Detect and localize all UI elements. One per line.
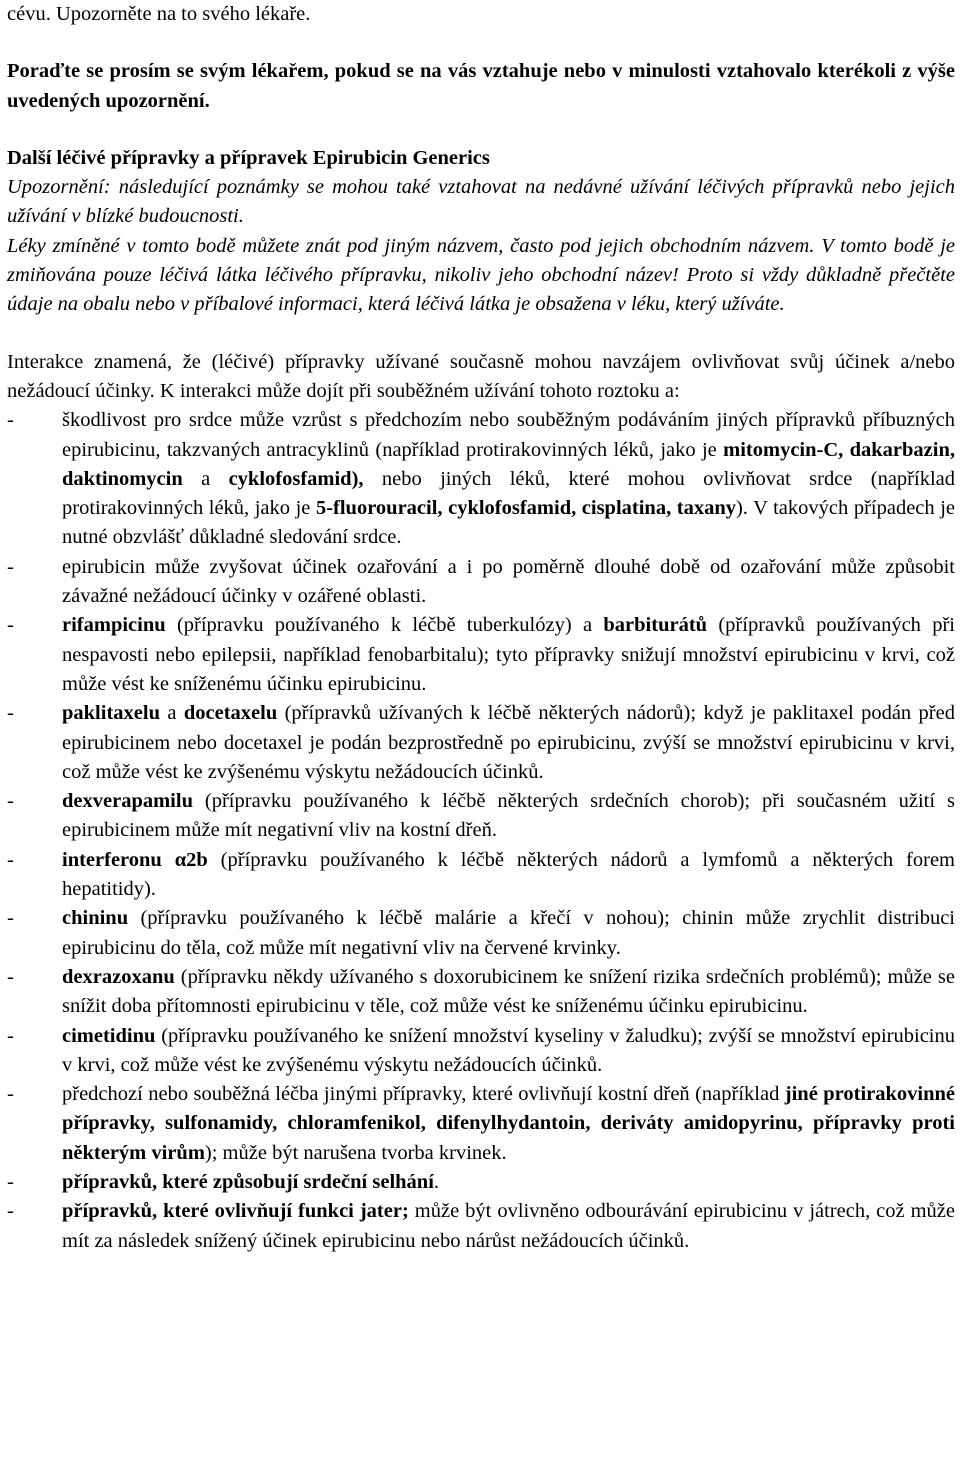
interaction-list [7,406,955,1256]
list-item-text: interferonu α2b (přípravku používaného k léčbě některých nádorů a lymfomů a některých forem hepatitidy). [62,848,955,901]
list-dash: - [7,614,14,637]
list-item-text: chininu (přípravku používaného k léčbě malárie a křečí v nohou); chinin může zrychlit distribuci epirubicinu do těla, což může mít negativní vliv na červené krvinky. [62,907,955,959]
list-item-text: přípravků, které způsobují srdeční selhání. [62,1170,440,1193]
list-dash: - [7,1170,14,1193]
list-item-text: přípravků, které ovlivňují funkci jater; může být ovlivněno odbourávání epirubicinu v játrech, což může mít za následek snížený účinek epirubicinu nebo nárůst nežádoucích účinků. [62,1200,956,1252]
list-item-text: epirubicin může zvyšovat účinek ozařování a i po poměrně dlouhé době od ozařování může způsobit závažné nežádoucí účinky v ozářené oblasti. [62,555,955,608]
interaction-intro: Interakce znamená, že (léčivé) přípravky užívané současně mohou navzájem ovlivňovat svůj účinek a/nebo nežádoucí účinky. K interakci může dojít při souběžném užívání tohoto roztoku a: [7,350,955,402]
list-item-text: předchozí nebo souběžná léčba jinými přípravky, které ovlivňují kostní dřeň (například jiné protirakovinné přípravky, sulfonamidy, chloramfenikol, difenylhydantoin, deriváty amidopyrinu, přípravky proti některým virům); může být narušena tvorba krvinek. [62,1083,955,1164]
list-item [7,611,955,699]
list-item-text: škodlivost pro srdce může vzrůst s předchozím nebo souběžným podáváním jiných přípravků příbuzných epirubicinu, takzvaných antracyklinů (například protirakovinných léků, jako je mitomycin-C, dakarbazin, daktinomycin a cyklofosfamid), nebo jiných léků, které mohou ovlivňovat srdce (například protirakovinných léků, jako je 5-fluorouracil, cyklofosfamid, cisplatina, taxany). V takových případech je nutné obzvlášť důkladné sledování srdce. [62,409,956,549]
list-dash: - [7,1083,14,1106]
list-dash: - [7,848,14,871]
list-item [7,904,955,963]
list-dash: - [7,1024,14,1047]
list-item [7,963,955,1022]
list-item [7,1080,955,1168]
top-line: cévu. Upozorněte na to svého lékaře. [7,3,311,25]
list-dash: - [7,790,14,813]
list-item-text: dexverapamilu (přípravku používaného k léčbě některých srdečních chorob); při současném užití s epirubicinem může mít negativní vliv na kostní dřeň. [62,790,955,842]
list-dash: - [7,702,14,725]
list-dash: - [7,907,14,930]
list-dash: - [7,965,14,988]
list-item [7,699,955,787]
list-item [7,406,955,552]
section-heading: Další léčivé přípravky a přípravek Epirubicin Generics [7,146,490,169]
list-item-text: rifampicinu (přípravku používaného k léčbě tuberkulózy) a barbiturátů (přípravků používaných při nespavosti nebo epilepsii, například fenobarbitalu); tyto přípravky snižují množství epirubicinu v krvi, což může vést ke sníženému účinku epirubicinu. [62,614,955,695]
list-dash: - [7,555,14,578]
list-item [7,1197,955,1256]
list-dash: - [7,409,14,432]
list-item-text: paklitaxelu a docetaxelu (přípravků užívaných k léčbě některých nádorů); když je paklitaxel podán před epirubicinem nebo docetaxel je podán bezprostředně po epirubicinu, zvýší se množství epirubicinu v krvi, což může vést ke zvýšenému výskytu nežádoucích účinků. [62,702,955,783]
list-item-text: dexrazoxanu (přípravku někdy užívaného s doxorubicinem ke snížení rizika srdečních problémů); může se snížit doba přítomnosti epirubicinu v těle, což může vést ke sníženému účinku epirubicinu. [62,965,955,1018]
document-page [7,0,955,1256]
list-item [7,1168,955,1197]
italic-notice-2: Léky zmíněné v tomto bodě můžete znát pod jiným názvem, často pod jejich obchodním názvem. V tomto bodě je zmiňována pouze léčivá látka léčivého přípravku, nikoliv jeho obchodní název! Proto si vždy důkladně přečtěte údaje na obalu nebo v příbalové informaci, která léčivá látka je obsažena v léku, který užíváte. [7,234,955,316]
list-item-text: cimetidinu (přípravku používaného ke snížení množství kyseliny v žaludku); zvýší se množství epirubicinu v krvi, což může vést ke zvýšenému výskytu nežádoucích účinků. [62,1024,955,1076]
list-item [7,846,955,905]
list-dash: - [7,1200,14,1223]
list-item [7,553,955,612]
list-item [7,787,955,846]
list-item [7,1022,955,1081]
italic-notice-1: Upozornění: následující poznámky se mohou také vztahovat na nedávné užívání léčivých přípravků nebo jejich užívání v blízké budoucnosti. [7,176,955,228]
bold-notice: Poraďte se prosím se svým lékařem, pokud se na vás vztahuje nebo v minulosti vztahovalo kterékoli z výše uvedených upozornění. [7,60,955,112]
